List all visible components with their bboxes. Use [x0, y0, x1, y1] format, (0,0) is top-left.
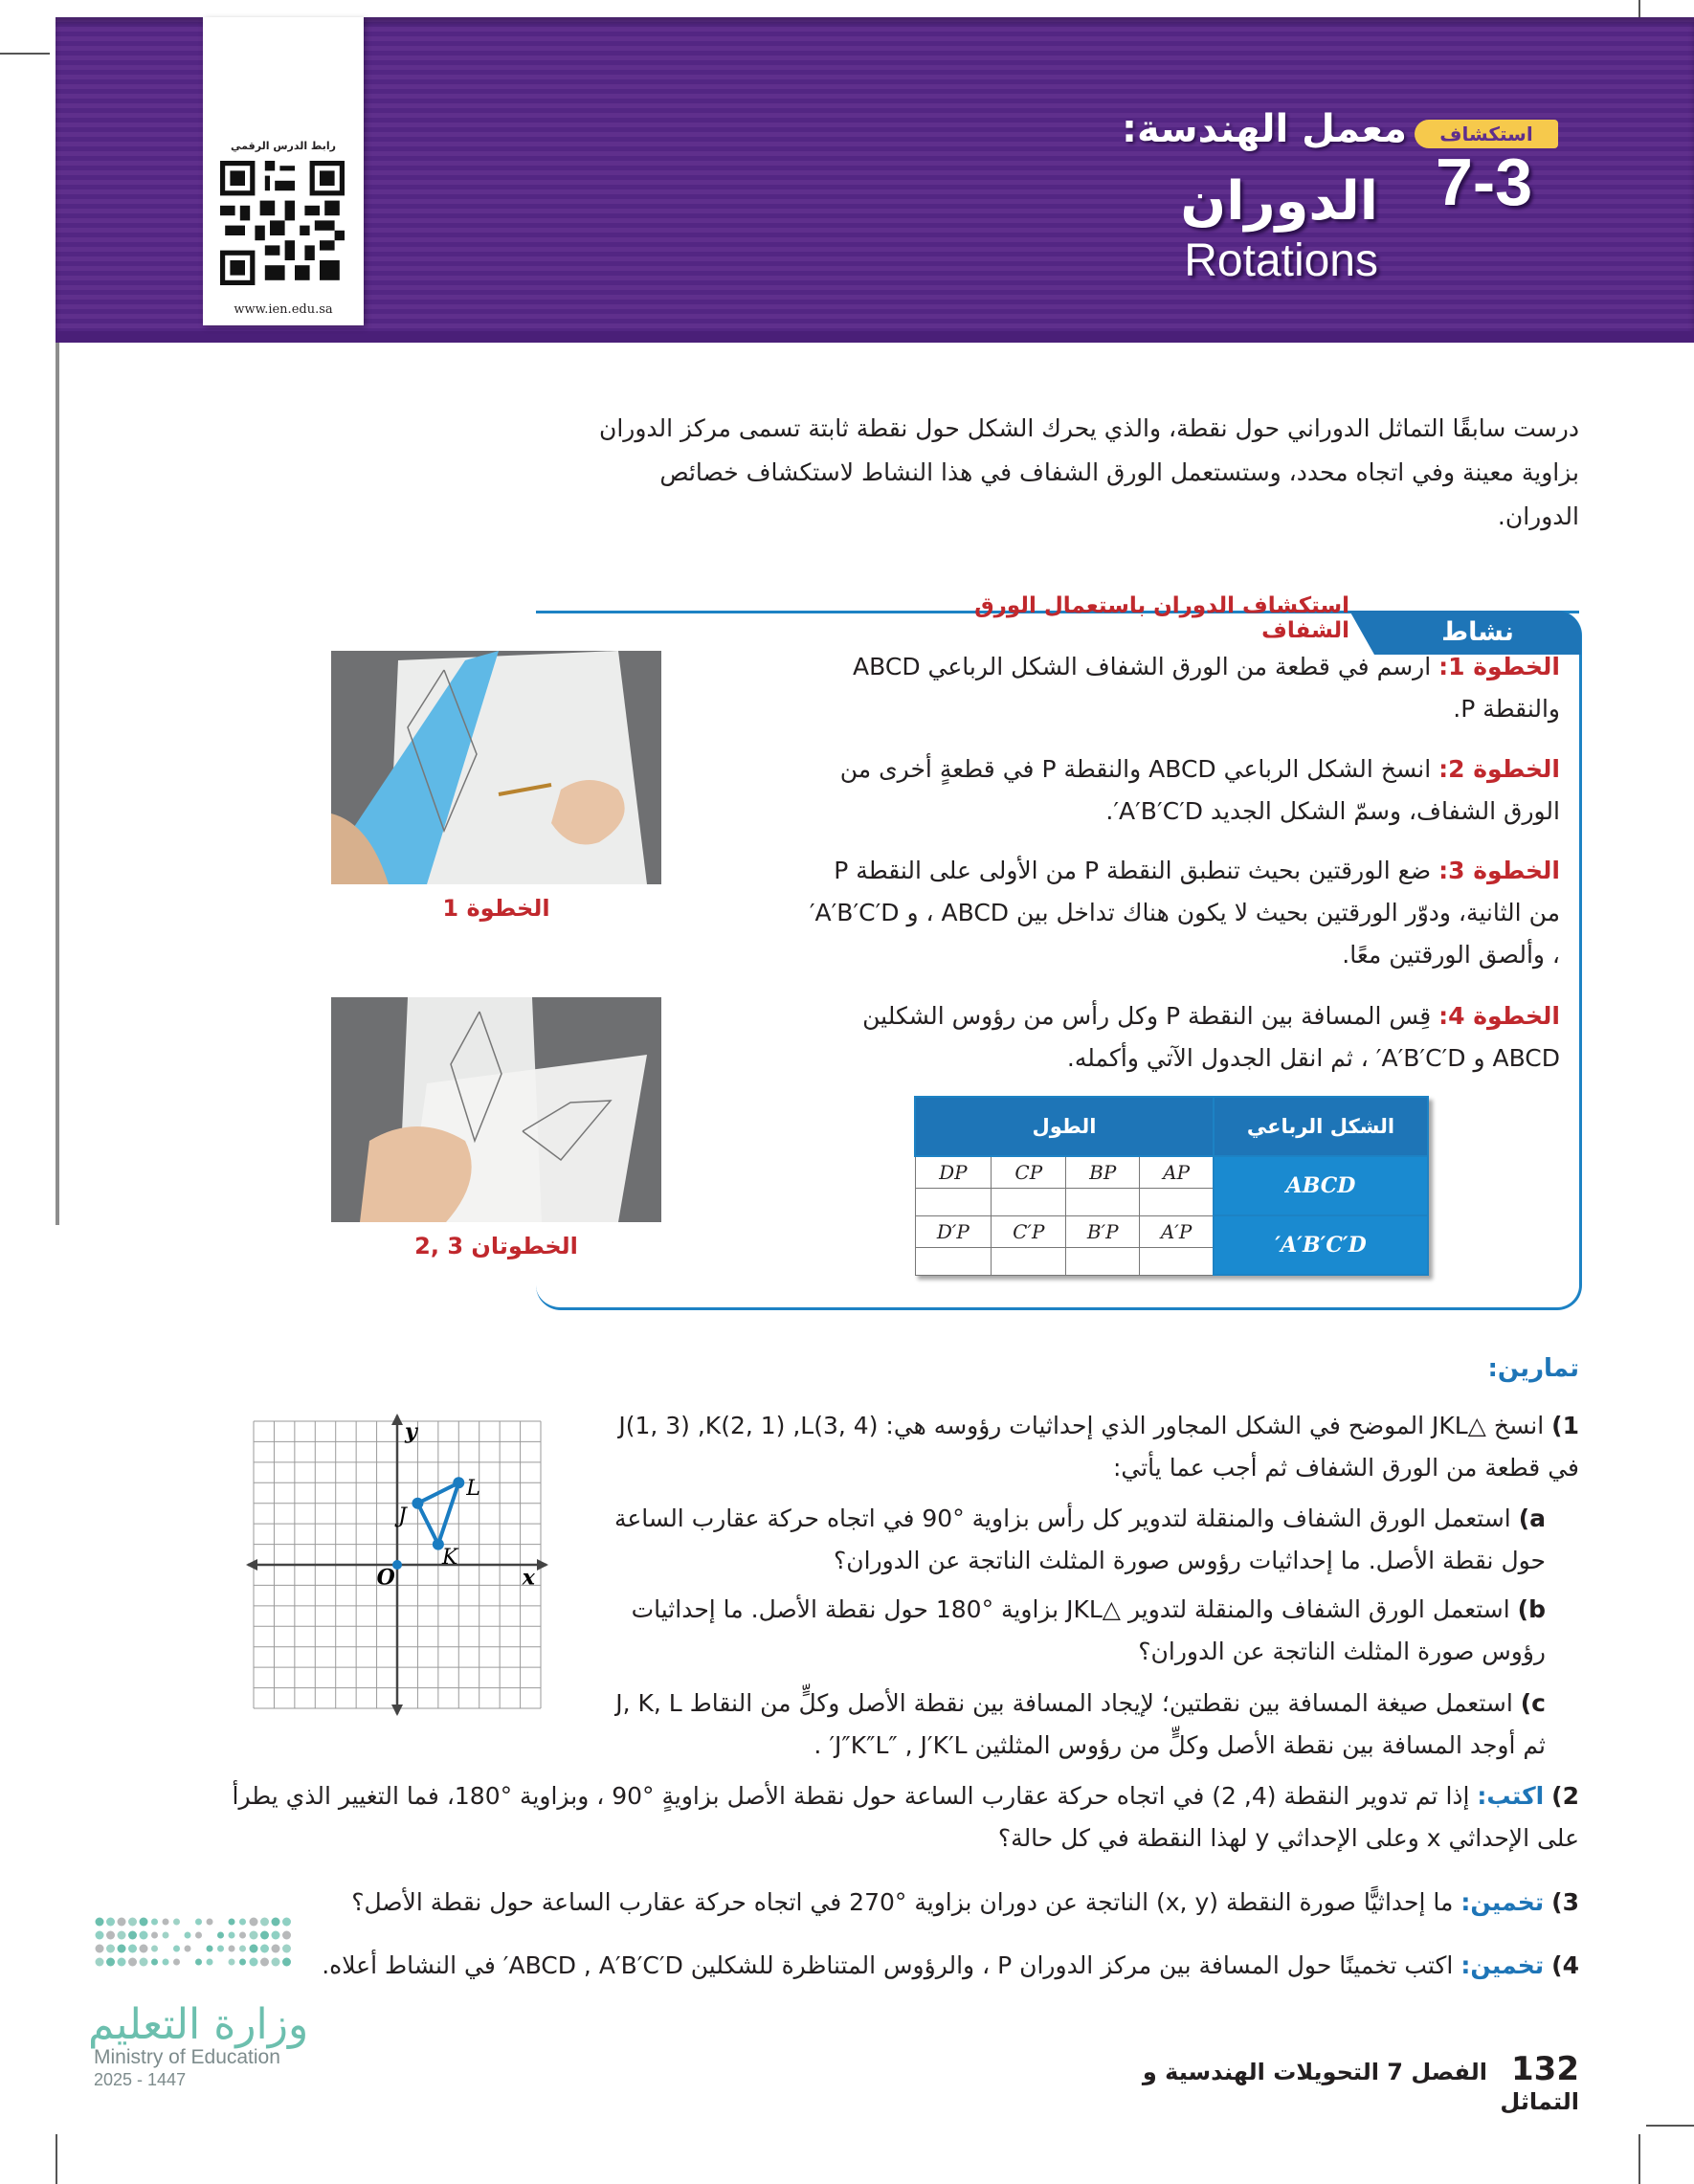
activity-title: استكشاف الدوران باستعمال الورق الشفاف [974, 593, 1349, 643]
logo-dot [272, 1945, 280, 1953]
logo-dot [118, 1931, 126, 1940]
logo-dot [118, 1918, 126, 1927]
logo-dot [128, 1931, 137, 1940]
logo-dot [106, 1958, 115, 1967]
logo-dot [207, 1946, 213, 1952]
logo-dot [128, 1945, 137, 1953]
exercise-label: اكتب: [1477, 1782, 1545, 1810]
step-label: الخطوة 1: [1438, 653, 1560, 680]
x-axis-label: x [522, 1565, 535, 1591]
logo-dot [217, 1946, 224, 1952]
table-cell: BP [1066, 1156, 1140, 1189]
logo-dot [272, 1931, 280, 1940]
step-3 [804, 850, 1560, 976]
logo-dot [272, 1918, 280, 1927]
logo-dot [250, 1931, 258, 1940]
logo-dot [207, 1959, 213, 1966]
table-blank-cell [915, 1188, 992, 1215]
logo-dot [260, 1958, 269, 1967]
step-label: الخطوة 2: [1438, 755, 1560, 783]
qr-label: رابط الدرس الرقمي [231, 140, 336, 152]
steps-2-3-photo [331, 997, 661, 1222]
exercise-3 [230, 1882, 1579, 1924]
page-number: 132 [1511, 2050, 1579, 2088]
logo-dot [195, 1919, 202, 1926]
exercise-label: تخمين: [1460, 1888, 1545, 1916]
logo-dot [239, 1932, 246, 1939]
crop-mark [1646, 2125, 1694, 2127]
exercise-2 [230, 1775, 1579, 1860]
logo-dot [163, 1919, 169, 1926]
logo-dot [260, 1945, 269, 1953]
logo-dot [173, 1919, 180, 1926]
logo-dot [173, 1946, 180, 1952]
logo-dot [118, 1945, 126, 1953]
intro-paragraph: درست سابقًا التماثل الدوراني حول نقطة، والذي يحرك الشكل حول نقطة ثابتة تسمى مركز الدوران بزاوية معينة وفي اتجاه محدد، وستستعمل الورق الشفاف في هذا النشاط لاستكشاف خصائص الدوران. [598, 414, 1579, 530]
exercise-4 [230, 1945, 1579, 1987]
step-1-photo [331, 651, 661, 884]
exercise-number: c) [1520, 1689, 1546, 1717]
exercises-heading: تمارين: [1487, 1354, 1579, 1383]
logo-dot [250, 1945, 258, 1953]
table-header-shape: الشكل الرباعي [1214, 1097, 1428, 1156]
table-blank-cell [1140, 1188, 1214, 1215]
logo-dot [229, 1946, 235, 1952]
length-table [914, 1096, 1429, 1276]
logo-dot [96, 1931, 104, 1940]
origin-label: O [376, 1565, 395, 1591]
step-1 [804, 646, 1560, 730]
logo-dot [217, 1932, 224, 1939]
table-blank-cell [992, 1188, 1066, 1215]
logo-dot [140, 1945, 148, 1953]
point-l [453, 1477, 464, 1488]
y-axis-arrow [391, 1705, 403, 1716]
table-cell: D′P [915, 1215, 992, 1247]
exercise-1c [589, 1683, 1546, 1767]
coordinate-graph [244, 1412, 550, 1718]
logo-dot [173, 1959, 180, 1966]
table-row-shape: A′B′C′D′ [1214, 1215, 1428, 1275]
exercise-text: اكتب تخمينًا حول المسافة بين مركز الدوران P ، والرؤوس المتناظرة للشكلين ABCD , A′B′C′D′ في النشاط أعلاه. [322, 1951, 1454, 1979]
step-label: الخطوة 3: [1438, 857, 1560, 884]
crop-mark [1638, 2134, 1640, 2184]
exercise-text: استعمل الورق الشفاف والمنقلة لتدوير △JKL بزاوية °180 حول نقطة الأصل. ما إحداثيات رؤوس صورة المثلث الناتجة عن الدوران؟ [631, 1595, 1546, 1665]
table-row-shape: ABCD [1214, 1156, 1428, 1216]
step-text: قِس المسافة بين النقطة P وكل رأس من رؤوس الشكلين ABCD و A′B′C′D′ ، ثم انقل الجدول الآتي وأكمله. [862, 1002, 1560, 1072]
photo-caption: الخطوة 1 [442, 895, 550, 922]
table-cell: AP [1140, 1156, 1214, 1189]
logo-dot [151, 1932, 158, 1939]
logo-dot [96, 1958, 104, 1967]
exercise-number: 4) [1551, 1951, 1579, 1979]
logo-dot [106, 1918, 115, 1927]
table-blank-cell [1066, 1247, 1140, 1275]
table-header-length: الطول [915, 1097, 1214, 1156]
y-axis-label: y [405, 1419, 417, 1445]
logo-dot [229, 1919, 235, 1926]
logo-dot [151, 1946, 158, 1952]
logo-dot [185, 1946, 191, 1952]
logo-dot [282, 1945, 291, 1953]
logo-dot [260, 1931, 269, 1940]
lesson-title-en: Rotations [1184, 235, 1378, 286]
exercise-text: إذا تم تدوير النقطة (4, 2) في اتجاه حركة عقارب الساعة حول نقطة الأصل بزاويةٍ °90 ، وبزاوية °180، فما التغيير الذي يطرأ على الإحداثي x وعلى الإحداثي y لهذا النقطة في كل حالة؟ [232, 1782, 1579, 1852]
ministry-logo-dots-icon [92, 1914, 302, 1981]
chapter-title: التحويلات الهندسية و التماثل [1142, 2059, 1579, 2115]
step-text: انسخ الشكل الرباعي ABCD والنقطة P في قطعةٍ أخرى من الورق الشفاف، وسمّ الشكل الجديد A′B′C′D′. [839, 755, 1560, 825]
logo-dot [185, 1932, 191, 1939]
exercise-1b [589, 1589, 1546, 1673]
step-2 [804, 748, 1560, 833]
logo-dot [250, 1958, 258, 1967]
page-edge-line [56, 249, 59, 1225]
table-cell: DP [915, 1156, 992, 1189]
step-text: ارسم في قطعة من الورق الشفاف الشكل الرباعي ABCD والنقطة P. [853, 653, 1560, 723]
exercise-text: ما إحداثيًّا صورة النقطة (x, y) الناتجة عن دوران بزاوية °270 في اتجاه حركة عقارب الساعة حول نقطة الأصل؟ [351, 1888, 1454, 1916]
exercise-label: تخمين: [1460, 1951, 1545, 1979]
page-footer [1101, 2050, 1579, 2115]
point-k-label: K [441, 1545, 458, 1570]
lesson-number: 7-3 [1436, 145, 1533, 219]
logo-dot [282, 1918, 291, 1927]
step-label: الخطوة 4: [1438, 1002, 1560, 1030]
exercise-number: 1) [1551, 1412, 1579, 1439]
qr-code-icon[interactable] [220, 161, 345, 285]
logo-dot [195, 1959, 202, 1966]
logo-dot [151, 1919, 158, 1926]
logo-dot [239, 1919, 246, 1926]
logo-dot [106, 1931, 115, 1940]
logo-dot [282, 1931, 291, 1940]
logo-dot [163, 1959, 169, 1966]
logo-dot [106, 1945, 115, 1953]
logo-dot [239, 1959, 246, 1966]
logo-dot [128, 1918, 137, 1927]
logo-dot [282, 1958, 291, 1967]
logo-dot [96, 1945, 104, 1953]
logo-dot [140, 1931, 148, 1940]
y-axis-arrow [391, 1414, 403, 1425]
logo-dot [151, 1959, 158, 1966]
logo-dot [229, 1932, 235, 1939]
logo-dot [96, 1918, 104, 1927]
crop-mark [0, 53, 50, 55]
logo-dot [140, 1918, 148, 1927]
logo-dot [140, 1958, 148, 1967]
logo-dot [118, 1958, 126, 1967]
step-4 [804, 995, 1560, 1080]
exercise-1 [589, 1405, 1579, 1489]
exercise-text: استعمل صيغة المسافة بين نقطتين؛ لإيجاد المسافة بين نقطة الأصل وكلٍّ من النقاط J, K, L ثم أوجد المسافة بين نقطة الأصل وكلٍّ من رؤوس المثلثين J″K″L″ , J′K′L′ . [615, 1689, 1546, 1759]
exercise-1a [589, 1498, 1546, 1582]
ministry-year: 2025 - 1447 [94, 2070, 187, 2089]
qr-url[interactable]: www.ien.edu.sa [234, 302, 333, 317]
x-axis-arrow [537, 1559, 548, 1571]
qr-card[interactable] [203, 17, 364, 325]
table-cell: B′P [1066, 1215, 1140, 1247]
ministry-name-en: Ministry of Education [94, 2046, 280, 2068]
exercise-text: استعمل الورق الشفاف والمنقلة لتدوير كل رأس بزاوية °90 في اتجاه حركة عقارب الساعة حول نقطة الأصل. ما إحداثيات رؤوس صورة المثلث الناتجة عن الدوران؟ [613, 1504, 1546, 1574]
logo-dot [229, 1959, 235, 1966]
exercise-number: a) [1518, 1504, 1546, 1532]
crop-mark [56, 2134, 57, 2184]
exercise-text: انسخ △JKL الموضح في الشكل المجاور الذي إحداثيات رؤوسه هي: J(1, 3) ,K(2, 1) ,L(3, 4) في قطعة من الورق الشفاف ثم أجب عما يأتي: [618, 1412, 1579, 1482]
point-j [412, 1498, 423, 1509]
logo-dot [128, 1958, 137, 1967]
point-j-label: J [398, 1504, 407, 1529]
table-blank-cell [915, 1247, 992, 1275]
logo-dot [250, 1918, 258, 1927]
chapter-label: الفصل 7 [1387, 2059, 1487, 2085]
logo-dot [207, 1919, 213, 1926]
table-cell: CP [992, 1156, 1066, 1189]
table-blank-cell [1066, 1188, 1140, 1215]
logo-dot [239, 1946, 246, 1952]
logo-dot [163, 1932, 169, 1939]
table-cell: A′P [1140, 1215, 1214, 1247]
exercise-number: 3) [1551, 1888, 1579, 1916]
table-blank-cell [1140, 1247, 1214, 1275]
step-text: ضع الورقتين بحيث تنطبق النقطة P من الأولى على النقطة P من الثانية، ودوّر الورقتين بحيث لا يكون هناك تداخل بين ABCD ، و A′B′C′D′ ، وألصق الورقتين معًا. [809, 857, 1560, 969]
point-l-label: L [466, 1477, 480, 1502]
x-axis-arrow [246, 1559, 257, 1571]
exploration-tag: استكشاف [1415, 120, 1558, 148]
table-cell: C′P [992, 1215, 1066, 1247]
exercise-number: b) [1517, 1595, 1546, 1623]
logo-dot [195, 1932, 202, 1939]
exercise-number: 2) [1551, 1782, 1579, 1810]
activity-tab: نشاط [1374, 611, 1581, 655]
lab-title: معمل الهندسة: [1122, 107, 1407, 151]
photo-caption: الخطوتان 3 ,2 [414, 1233, 578, 1259]
logo-dot [260, 1918, 269, 1927]
lesson-title-ar: الدوران [1180, 170, 1378, 233]
ministry-name-ar: وزارة التعليم [88, 2000, 309, 2049]
logo-dot [272, 1958, 280, 1967]
table-blank-cell [992, 1247, 1066, 1275]
